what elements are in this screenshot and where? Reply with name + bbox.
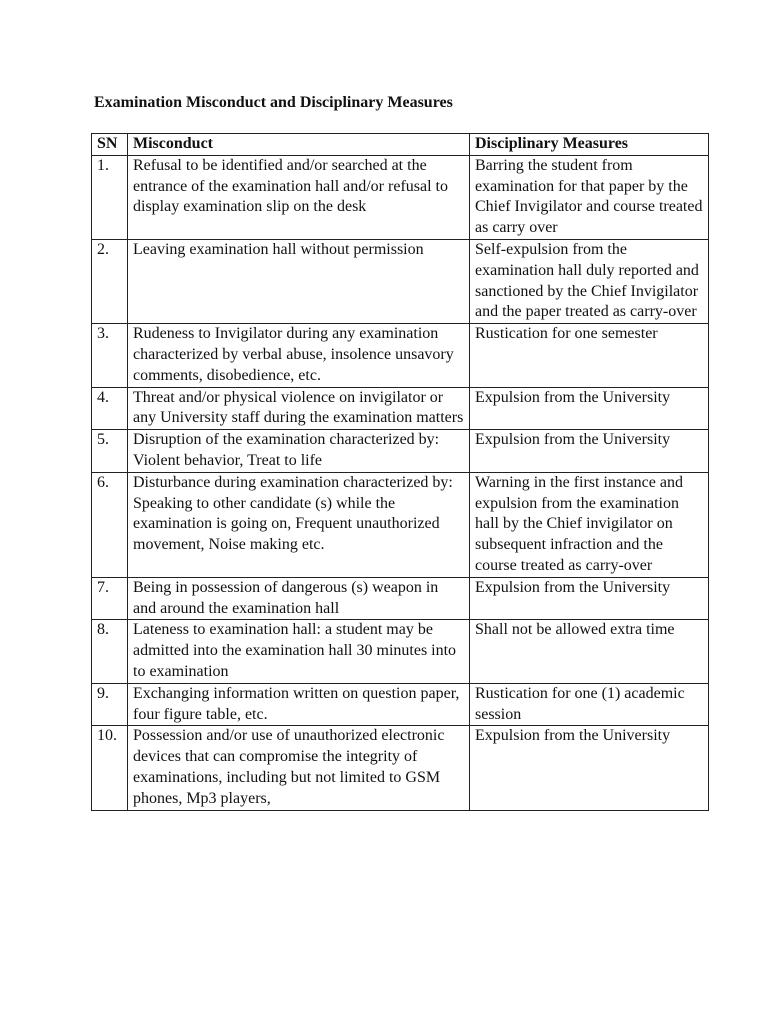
row-measures: Rustication for one semester xyxy=(470,324,709,387)
row-sn: 3. xyxy=(92,324,128,387)
row-sn: 5. xyxy=(92,430,128,473)
table-row xyxy=(92,726,709,810)
row-misconduct: Leaving examination hall without permission xyxy=(128,239,470,323)
row-measures: Expulsion from the University xyxy=(470,726,709,810)
row-sn: 8. xyxy=(92,620,128,683)
row-sn: 1. xyxy=(92,155,128,239)
table-header-row xyxy=(92,134,709,156)
header-disciplinary-measures: Disciplinary Measures xyxy=(470,134,709,156)
table-row xyxy=(92,683,709,726)
row-sn: 4. xyxy=(92,387,128,430)
row-sn: 10. xyxy=(92,726,128,810)
table-row xyxy=(92,577,709,620)
row-measures: Self-expulsion from the examination hall duly reported and sanctioned by the Chief Invigilator and the paper treated as carry-over xyxy=(470,239,709,323)
row-misconduct: Exchanging information written on question paper, four figure table, etc. xyxy=(128,683,470,726)
table-row xyxy=(92,620,709,683)
table-row xyxy=(92,324,709,387)
row-misconduct: Being in possession of dangerous (s) weapon in and around the examination hall xyxy=(128,577,470,620)
row-sn: 6. xyxy=(92,472,128,577)
row-misconduct: Possession and/or use of unauthorized electronic devices that can compromise the integrity of examinations, including but not limited to GSM phones, Mp3 players, xyxy=(128,726,470,810)
table-row xyxy=(92,387,709,430)
row-misconduct: Disturbance during examination characterized by: Speaking to other candidate (s) while the examination is going on, Frequent unauthorized movement, Noise making etc. xyxy=(128,472,470,577)
row-measures: Shall not be allowed extra time xyxy=(470,620,709,683)
row-measures: Rustication for one (1) academic session xyxy=(470,683,709,726)
table-row xyxy=(92,239,709,323)
misconduct-table xyxy=(91,133,709,811)
header-sn: SN xyxy=(92,134,128,156)
row-misconduct: Refusal to be identified and/or searched at the entrance of the examination hall and/or refusal to display examination slip on the desk xyxy=(128,155,470,239)
table-row xyxy=(92,155,709,239)
row-misconduct: Rudeness to Invigilator during any examination characterized by verbal abuse, insolence unsavory comments, disobedience, etc. xyxy=(128,324,470,387)
row-misconduct: Disruption of the examination characterized by: Violent behavior, Treat to life xyxy=(128,430,470,473)
header-misconduct: Misconduct xyxy=(128,134,470,156)
table-row xyxy=(92,430,709,473)
table-row xyxy=(92,472,709,577)
row-misconduct: Threat and/or physical violence on invigilator or any University staff during the examination matters xyxy=(128,387,470,430)
page-title: Examination Misconduct and Disciplinary Measures xyxy=(94,94,453,111)
row-sn: 7. xyxy=(92,577,128,620)
row-measures: Expulsion from the University xyxy=(470,577,709,620)
row-measures: Expulsion from the University xyxy=(470,387,709,430)
row-misconduct: Lateness to examination hall: a student may be admitted into the examination hall 30 minutes into to examination xyxy=(128,620,470,683)
row-sn: 2. xyxy=(92,239,128,323)
row-sn: 9. xyxy=(92,683,128,726)
row-measures: Barring the student from examination for that paper by the Chief Invigilator and course treated as carry over xyxy=(470,155,709,239)
row-measures: Expulsion from the University xyxy=(470,430,709,473)
row-measures: Warning in the first instance and expulsion from the examination hall by the Chief invigilator on subsequent infraction and the course treated as carry-over xyxy=(470,472,709,577)
